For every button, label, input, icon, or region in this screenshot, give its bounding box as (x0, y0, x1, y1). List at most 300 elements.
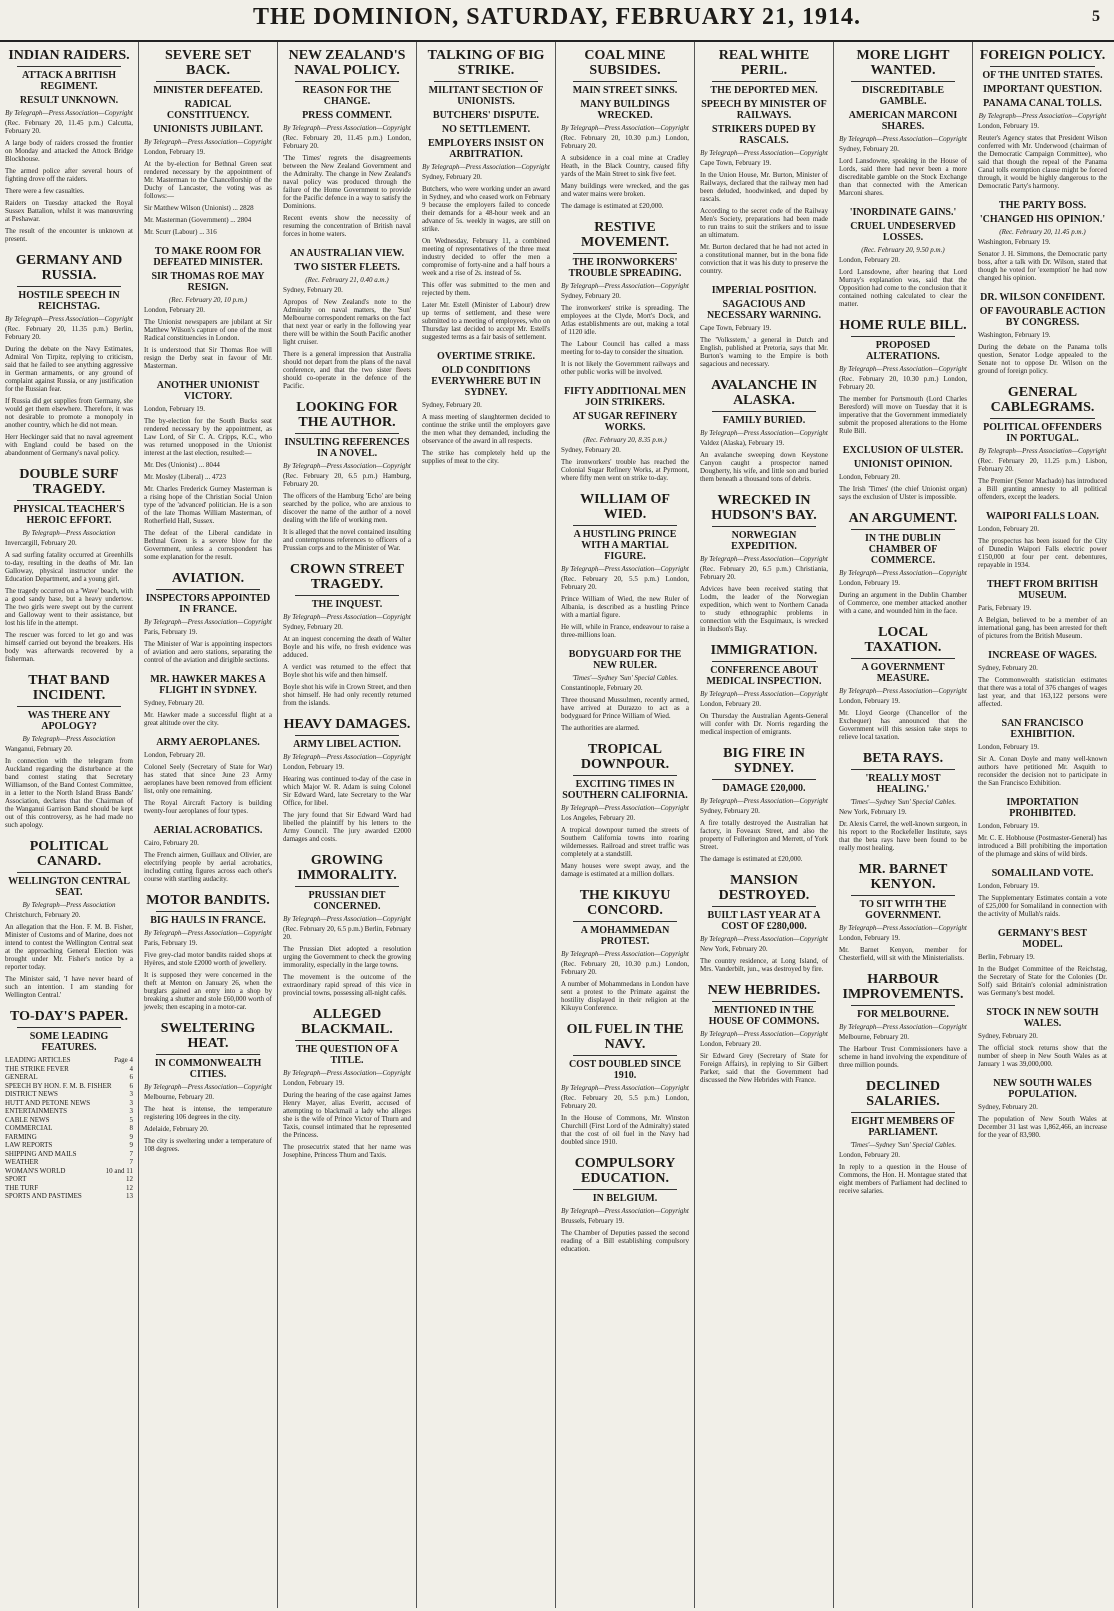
article (283, 400, 411, 552)
article-headline: IMMIGRATION. (710, 643, 818, 658)
article (144, 380, 272, 561)
article-paragraph: Sir Edward Grey (Secretary of State for Foreign Affairs), in replying to Sir Gilbert Parker, said that the Government had discussed the New Hebrides with France. (700, 1052, 828, 1084)
article-headline: BIG FIRE IN SYDNEY. (723, 746, 805, 776)
article-subheading: PROPOSED ALTERATIONS. (866, 340, 940, 362)
article-headline: TROPICAL DOWNPOUR. (580, 742, 670, 772)
article-subheading: PANAMA CANAL TOLLS. (983, 98, 1102, 109)
article-paragraph: Dr. Alexis Carrel, the well-known surgeon, in his report to the Rockefeller Institute, says that the beta rays have been found to be really most healing. (839, 820, 967, 852)
article-paragraph: Sydney, February 20. (283, 286, 343, 294)
article-subheading: PRUSSIAN DIET CONCERNED. (308, 890, 386, 912)
article-paragraph: Sir A. Conan Doyle and many well-known authors have petitioned Mr. Asquith to reconsider the decision not to participate in the San Francisco Exhibition. (978, 755, 1107, 787)
article-paragraph: Lord Lansdowne, speaking in the House of Lords, said there had never been a more discreditable gamble on the Stock Exchange than that connected with the American Marconi shares. (839, 157, 967, 197)
article (5, 467, 133, 663)
article-subheading: GERMANY'S BEST MODEL. (997, 928, 1088, 950)
article-paragraph: (Rec. February 20, 5.5 p.m.) London, February 20. (561, 575, 689, 591)
feature-page: Page 4 (114, 1056, 133, 1064)
article-paragraph: The Labour Council has called a mass meeting for to-day to consider the situation. (561, 340, 689, 356)
article-paragraph: The French airmen, Guillaux and Olivier, are electrifying people by aerial acrobatics, including cutting figures across each other's course with startling audacity. (144, 851, 272, 883)
article-byline: By Telegraph—Press Association—Copyright (700, 149, 828, 157)
divider-rule (712, 661, 816, 662)
newspaper-title: THE DOMINION, SATURDAY, FEBRUARY 21, 1914. (252, 4, 862, 30)
column-8 (973, 42, 1112, 1608)
article-paragraph: The damage is estimated at £20,000. (561, 202, 664, 210)
article (978, 579, 1107, 640)
article-subheading: MR. HAWKER MAKES A FLIGHT IN SYDNEY. (150, 674, 266, 696)
article-paragraph: Colonel Seely (Secretary of State for War) has stated that since June 23 Army aeroplanes have been removed from efficient list, only one remaining. (144, 763, 272, 795)
article-paragraph: London, February 19. (839, 934, 901, 942)
article-paragraph: If Russia did get supplies from Germany, she would get them elsewhere. Therefore, it was not desirable to promote a monopoly in another country, which he did not mean. (5, 397, 133, 429)
divider-rule (573, 81, 677, 82)
divider-rule (17, 500, 121, 501)
article-subheading: THE QUESTION OF A TITLE. (296, 1044, 398, 1066)
article-paragraph: Berlin, February 19. (978, 953, 1035, 961)
article-headline: WILLIAM OF WIED. (580, 492, 670, 522)
divider-rule (434, 81, 538, 82)
article-byline: By Telegraph—Press Association—Copyright (839, 924, 967, 932)
divider-rule (17, 872, 121, 873)
article-headline: SWELTERING HEAT. (160, 1021, 256, 1051)
divider-rule (712, 526, 816, 527)
article-paragraph: Cairo, February 20. (144, 839, 199, 847)
article-paragraph: Washington, February 19. (978, 238, 1051, 246)
feature-name: SPEECH BY HON. F. M. B. FISHER (5, 1081, 112, 1090)
divider-rule (851, 895, 955, 896)
article-headline: INDIAN RAIDERS. (8, 48, 130, 63)
feature-page: 9 (129, 1132, 133, 1141)
article-subheading: 'REALLY MOST HEALING.' (865, 773, 941, 795)
article-paragraph: The strike has completely held up the supplies of meat to the city. (422, 449, 550, 465)
article-paragraph: London, February 19. (978, 743, 1040, 751)
article (978, 385, 1107, 501)
article-paragraph: During the debate on the Navy Estimates, Admiral Von Tirpitz, replying to criticism, said that he failed to see anything aggressive in German armaments, or any ground of complaint against Russia, or any justification for the Russian fear. (5, 345, 133, 393)
column-7 (834, 42, 973, 1608)
column-6 (695, 42, 834, 1608)
article-subheading: POLITICAL OFFENDERS IN PORTUGAL. (983, 422, 1102, 444)
divider-rule (573, 921, 677, 922)
newspaper-columns (0, 42, 1114, 1608)
article-paragraph: At the by-election for Bethnal Green seat rendered necessary by the appointment of Mr. Masterman to the Chancellorship of the Duchy of Lancaster, the voting was as follows:— (144, 160, 272, 200)
divider-rule (17, 286, 121, 287)
feature-row (5, 1141, 133, 1150)
article-paragraph: New York, February 20. (700, 945, 768, 953)
article-byline: By Telegraph—Press Association—Copyright (5, 315, 133, 323)
feature-row (5, 1192, 133, 1201)
article-paragraph: A Belgian, believed to be a member of an international gang, has been arrested for theft of pictures from the British Museum. (978, 616, 1107, 640)
article (700, 378, 828, 483)
article-paragraph: Constantinople, February 20. (561, 684, 643, 692)
features-index (5, 1056, 133, 1201)
article-subheading: SAGACIOUS AND NECESSARY WARNING. (706, 299, 822, 321)
article-subheading: A HUSTLING PRINCE WITH A MARTIAL FIGURE. (573, 529, 677, 562)
article-paragraph: Paris, February 19. (144, 628, 198, 636)
article-paragraph: During the debate on the Panama tolls question, Senator Lodge appealed to the Senate not to oppose Dr. Wilson on the ground of foreign policy. (978, 343, 1107, 375)
article (839, 972, 967, 1069)
feature-name: WOMAN'S WORLD (5, 1166, 66, 1175)
article-paragraph: Los Angeles, February 20. (561, 814, 636, 822)
article-byline: (Rec. February 21, 0.40 a.m.) (305, 276, 389, 284)
article-byline: By Telegraph—Press Association—Copyright (561, 1084, 689, 1092)
feature-name: WEATHER (5, 1158, 39, 1166)
article-paragraph: The prosecutrix stated that her name was Josephine, Princess Thurn and Taxis. (283, 1143, 411, 1159)
article-subheading: BUILT LAST YEAR AT A COST OF £280,000. (707, 910, 821, 932)
article-headline: MR. BARNET KENYON. (858, 862, 948, 892)
article (144, 246, 272, 370)
article-paragraph: Advices have been received stating that Lodm, the leader of the Norwegian expedition, which went to Northern Canada to study ethnographic problems in connection with the Esquimaux, is wrecked in Hudson's Bay. (700, 585, 828, 633)
column-3 (278, 42, 417, 1608)
article-paragraph: London, February 20. (978, 525, 1040, 533)
article-paragraph: London, February 19. (839, 579, 901, 587)
article-subheading: MANY BUILDINGS WRECKED. (580, 99, 670, 121)
article-paragraph: Herr Heckinger said that no naval agreement with England could be based on the abandonment of Germany's naval policy. (5, 433, 133, 457)
article-paragraph: The member for Portsmouth (Lord Charles Beresford) will move on Tuesday that it is imperative that the Government immediately submit the proposed alterations to the Home Rule Bill. (839, 395, 967, 435)
article-subheading: FIFTY ADDITIONAL MEN JOIN STRIKERS. (564, 386, 686, 408)
article-paragraph: London, February 20. (144, 751, 206, 759)
article-headline: COMPULSORY EDUCATION. (574, 1156, 676, 1186)
article (839, 1079, 967, 1195)
article-headline: THAT BAND INCIDENT. (28, 673, 110, 703)
article (839, 751, 967, 852)
article-byline: By Telegraph—Press Association—Copyright (839, 569, 967, 577)
article-paragraph: Apropos of New Zealand's note to the Admiralty on naval matters, the 'Sun' Melbourne correspondent remarks on the fact that next year or early in the following year there will be within the South Pacific another light cruiser. (283, 298, 411, 346)
article-subheading: A GOVERNMENT MEASURE. (861, 662, 945, 684)
article-paragraph: Mr. Scurr (Labour) ... 316 (144, 228, 217, 236)
article-paragraph: Washington, February 19. (978, 331, 1051, 339)
article-subheading: SPEECH BY MINISTER OF RAILWAYS. (701, 99, 827, 121)
divider-rule (851, 529, 955, 530)
article-headline: NEW HEBRIDES. (707, 983, 821, 998)
article-subheading: DAMAGE £20,000. (722, 783, 806, 794)
article-headline: COAL MINE SUBSIDES. (584, 48, 666, 78)
article-headline: LOCAL TAXATION. (864, 625, 942, 655)
article-headline: HEAVY DAMAGES. (283, 717, 411, 732)
article (978, 292, 1107, 375)
article-paragraph: A number of Mohammedans in London have sent a protest to the Primate against the hostility displayed in their religion at the Kikuyu Conference. (561, 980, 689, 1012)
article-byline: (Rec. February 20, 11.45 p.m.) (999, 228, 1086, 236)
article-paragraph: Recent events show the necessity of resuming the concentration of British naval forces in home waters. (283, 214, 411, 238)
feature-row (5, 1099, 133, 1108)
article-subheading: A MOHAMMEDAN PROTEST. (580, 925, 670, 947)
article-byline: By Telegraph—Press Association (22, 735, 116, 743)
article (978, 928, 1107, 997)
article-subheading: MINISTER DEFEATED. (153, 85, 263, 96)
article (978, 718, 1107, 787)
article-paragraph: Hearing was continued to-day of the case in which Major W. R. Adam is suing Colonel Sir Edward Ward, late Secretary to the War Office, for libel. (283, 775, 411, 807)
article-byline: By Telegraph—Press Association—Copyright (144, 1083, 272, 1091)
article (422, 351, 550, 465)
article-subheading: CONFERENCE ABOUT MEDICAL INSPECTION. (706, 665, 822, 687)
feature-row (5, 1082, 133, 1091)
article (839, 862, 967, 962)
article-paragraph: Reuter's Agency states that President Wilson conferred with Mr. Underwood (chairman of the Democratic Campaign Committee), who said that though the repeal of the Panama Canal tolls exemption clause might be forced through, it would be highly dangerous to the Democratic Party's harmony. (978, 134, 1107, 190)
divider-rule (851, 1005, 955, 1006)
article-paragraph: (Rec. February 20, 6.5 p.m.) Christiania, February 20. (700, 565, 828, 581)
article-subheading: IMPORTANT QUESTION. (983, 84, 1102, 95)
feature-row (5, 1133, 133, 1142)
article-headline: TO-DAY'S PAPER. (10, 1009, 128, 1024)
article (144, 48, 272, 236)
article-paragraph: Mr. Charles Frederick Gurney Masterman is a rising hope of the Christian Social Union type of the 'advanced' politician. He is a son of the late Thomas William Masterman, of Rotherfield Hall, Sussex. (144, 485, 272, 525)
article-headline: OIL FUEL IN THE NAVY. (566, 1022, 684, 1052)
article-paragraph: On Thursday the Australian Agents-General will confer with Dr. Norris regarding the medical inspection of emigrants. (700, 712, 828, 736)
article-paragraph: Mr. Masterman (Government) ... 2804 (144, 216, 252, 224)
divider-rule (712, 779, 816, 780)
article-subheading: DR. WILSON CONFIDENT. (980, 292, 1105, 303)
article-paragraph: The heat is intense, the temperature registering 106 degrees in the city. (144, 1105, 272, 1121)
article (978, 868, 1107, 918)
article-paragraph: The ironworkers' trouble has reached the Colonial Sugar Refinery Works, at Pyrmont, where fifty men went on strike to-day. (561, 458, 689, 482)
article-paragraph: The Prussian Diet adopted a resolution urging the Government to check the growing immorality, especially in the large towns. (283, 945, 411, 969)
article (978, 1007, 1107, 1068)
article-paragraph: London, February 20. (700, 700, 762, 708)
article-paragraph: Many houses were swept away, and the damage is estimated at a million dollars. (561, 862, 689, 878)
article-subheading: OF THE UNITED STATES. (982, 70, 1103, 81)
article (422, 48, 550, 341)
article-paragraph: The Premier (Senor Machado) has introduced a Bill granting amnesty to all political offenders, except the leaders. (978, 477, 1107, 501)
divider-rule (851, 1112, 955, 1113)
article-subheading: ANOTHER UNIONIST VICTORY. (156, 380, 260, 402)
feature-page: 6 (129, 1081, 133, 1090)
article-paragraph: Senator J. H. Simmons, the Democratic party boss, after a talk with Dr. Wilson, stated that though he voted for 'exemption' he had now changed his opinion. (978, 250, 1107, 282)
article-subheading: OLD CONDITIONS EVERYWHERE BUT IN SYDNEY. (431, 365, 541, 398)
article-paragraph: (Rec. February 20, 6.5 p.m.) Berlin, February 20. (283, 925, 411, 941)
article-subheading: FAMILY BURIED. (722, 415, 806, 426)
article-byline: 'Times'—Sydney 'Sun' Special Cables. (850, 798, 956, 806)
article-paragraph: A subsidence in a coal mine at Cradley Heath, in the Black Country, caused fifty yards of the Main Street to sink five feet. (561, 154, 689, 178)
divider-rule (990, 66, 1095, 67)
article-paragraph: London, February 19. (144, 148, 206, 156)
article-paragraph: Prince William of Wied, the new Ruler of Albania, is described as a hustling Prince with a martial figure. (561, 595, 689, 619)
article-subheading: AMERICAN MARCONI SHARES. (848, 110, 958, 132)
article-paragraph: The rescuer was forced to let go and was himself carried out beyond the breakers. His body was afterwards recovered by a fisherman. (5, 631, 133, 663)
article-paragraph: A mass meeting of slaughtermen decided to continue the strike until the employers gave the men what they demanded, including the observance of the award in all respects. (422, 413, 550, 445)
feature-row (5, 1184, 133, 1193)
article-paragraph: London, February 20. (700, 1040, 762, 1048)
article-paragraph: The population of New South Wales at December 31 last was 1,862,466, an increase for the year of 83,980. (978, 1115, 1107, 1139)
divider-rule (295, 433, 399, 434)
article-subheading: EMPLOYERS INSIST ON ARBITRATION. (428, 138, 544, 160)
article-paragraph: Mr. Hawker made a successful flight at a great altitude over the city. (144, 711, 272, 727)
article-paragraph: London, February 19. (978, 882, 1040, 890)
article (839, 48, 967, 197)
article-subheading: OF FAVOURABLE ACTION BY CONGRESS. (979, 306, 1106, 328)
article-headline: THE KIKUYU CONCORD. (579, 888, 671, 918)
article (700, 493, 828, 633)
article-paragraph: Mr. C. E. Hobhouse (Postmaster-General) has introduced a Bill prohibiting the importation of the plumage and skins of wild birds. (978, 834, 1107, 858)
article (561, 220, 689, 376)
article (700, 643, 828, 736)
article-subheading: EXCITING TIMES IN SOUTHERN CALIFORNIA. (562, 779, 688, 801)
article-paragraph: London, February 19. (283, 763, 345, 771)
article (283, 248, 411, 390)
article-subheading: 'INORDINATE GAINS.' (849, 207, 957, 218)
article-paragraph: According to the secret code of the Railway Men's Society, preparations had been made to run trains to suit the strikers and to issue an ultimatum. (700, 207, 828, 239)
article (700, 983, 828, 1084)
article-paragraph: Valdez (Alaska), February 19. (700, 439, 785, 447)
article (283, 853, 411, 997)
article-byline: By Telegraph—Press Association—Copyright (561, 804, 689, 812)
divider-rule (573, 1055, 677, 1056)
article-subheading: NO SETTLEMENT. (441, 124, 531, 135)
feature-row (5, 1073, 133, 1082)
article (561, 649, 689, 732)
feature-page: 12 (126, 1175, 133, 1183)
article (144, 1021, 272, 1153)
article-headline: DOUBLE SURF TRAGEDY. (19, 467, 119, 497)
article-byline: (Rec. February 20, 8.35 p.m.) (583, 436, 667, 444)
article-subheading: THE PARTY BOSS. (998, 200, 1087, 211)
article-paragraph: It is understood that Sir Thomas Roe will resign the Derby seat in favour of Mr. Masterman. (144, 346, 272, 370)
article-subheading: ATTACK A BRITISH REGIMENT. (21, 70, 117, 92)
article-paragraph: Sydney, February 20. (561, 446, 621, 454)
article-paragraph: A sad surfing fatality occurred at Greenhills to-day, resulting in the deaths of Mr. Ian Galloway, physical instructor under the Education Department, and a young girl. (5, 551, 133, 583)
article-byline: By Telegraph—Press Association—Copyright (700, 935, 828, 943)
article-subheading: HOSTILE SPEECH IN REICHSTAG. (18, 290, 120, 312)
article-byline: By Telegraph—Press Association—Copyright (839, 135, 967, 143)
article-subheading: INSPECTORS APPOINTED IN FRANCE. (145, 593, 271, 615)
article-paragraph: Mr. Mosley (Liberal) ... 4723 (144, 473, 227, 481)
article-paragraph: The Supplementary Estimates contain a vote of £25,000 for Somaliland in connection with the activity of Mullah's raids. (978, 894, 1107, 918)
article-headline: CROWN STREET TRAGEDY. (290, 562, 404, 592)
article-paragraph: Sydney, February 20. (144, 699, 204, 707)
article (700, 48, 828, 275)
feature-page: 3 (129, 1107, 133, 1115)
article (839, 318, 967, 435)
article-paragraph: 'The Times' regrets the disagreements between the New Zealand Government and the Admiralty. The change in New Zealand's naval policy was produced through the failure of the Home Government to provide for the Pacific defence in a way to satisfy the Dominions. (283, 154, 411, 210)
divider-rule (156, 589, 260, 590)
divider-rule (156, 81, 260, 82)
article-paragraph: Later Mr. Estell (Minister of Labour) drew up terms of settlement, and these were submitted to a meeting of employees, who on Thursday last decided to accept Mr. Estell's suggested terms as a fair basis of settlement. (422, 301, 550, 341)
article-paragraph: The Minister said, 'I have never heard of such an intention. I am standing for Wellington Central.' (5, 975, 133, 999)
article-subheading: TWO SISTER FLEETS. (294, 262, 400, 273)
article-headline: HARBOUR IMPROVEMENTS. (842, 972, 964, 1002)
article-byline: By Telegraph—Press Association—Copyright (283, 915, 411, 923)
article-subheading: PHYSICAL TEACHER'S HEROIC EFFORT. (13, 504, 125, 526)
article-byline: By Telegraph—Press Association—Copyright (144, 618, 272, 626)
divider-rule (712, 81, 816, 82)
feature-name: ENTERTAINMENTS (5, 1107, 68, 1115)
article (144, 571, 272, 664)
feature-page: 3 (129, 1098, 133, 1107)
article-subheading: TO MAKE ROOM FOR DEFEATED MINISTER. (153, 246, 263, 268)
feature-page: 3 (129, 1090, 133, 1098)
article-subheading: 'CHANGED HIS OPINION.' (979, 214, 1106, 225)
article-headline: MORE LIGHT WANTED. (856, 48, 950, 78)
article (839, 445, 967, 501)
article-subheading: BODYGUARD FOR THE NEW RULER. (568, 649, 682, 671)
article (144, 893, 272, 1011)
article-paragraph: The city is sweltering under a temperature of 108 degrees. (144, 1137, 272, 1153)
article-paragraph: Boyle shot his wife in Crown Street, and then shot himself. He had only recently returned from the islands. (283, 683, 411, 707)
feature-page: 10 and 11 (105, 1166, 133, 1175)
feature-page: 9 (129, 1141, 133, 1149)
feature-page: 4 (129, 1064, 133, 1073)
article-subheading: RADICAL CONSTITUENCY. (166, 99, 250, 121)
article-headline: HOME RULE BILL. (839, 318, 967, 333)
article (144, 825, 272, 883)
article-paragraph: London, February 19. (978, 122, 1040, 130)
article-paragraph: In connection with the telegram from Auckland regarding the disturbance at the band contest stating that Secretary Williamson, of the Band Contest Committee, in a letter to the North Island Brass Bands' Association, declares that the Chairman of the Wanganui Garrison Band should be kept out of this controversy, as he had made no such apology. (5, 757, 133, 829)
feature-row (5, 1107, 133, 1116)
article-paragraph: The 'Volksstem,' a general in Dutch and English, published at Pretoria, says that Mr. Burton's warning to the Empire is both sagacious and necessary. (700, 336, 828, 368)
column-1 (0, 42, 139, 1608)
article-byline: By Telegraph—Press Association—Copyright (561, 124, 689, 132)
article-paragraph: Paris, February 19. (144, 939, 198, 947)
article-subheading: AERIAL ACROBATICS. (153, 825, 263, 836)
article-paragraph: The movement is the outcome of the extraordinary rapid spread of this vice in provincial towns, possessing all-night cafés. (283, 973, 411, 997)
article-paragraph: The prospectus has been issued for the City of Dunedin Waipori Falls electric power £150,000 at four per cent. debentures, repayable in 1934. (978, 537, 1107, 569)
divider-rule (295, 81, 399, 82)
article-paragraph: Sydney, February 20. (978, 1032, 1038, 1040)
feature-name: LAW REPORTS (5, 1141, 53, 1149)
article-paragraph: A fire totally destroyed the Australian hat factory, in Foveaux Street, and also the property of Fullerington and Merrett, of York Street. (700, 819, 828, 851)
article-paragraph: A verdict was returned to the effect that Boyle shot his wife and then himself. (283, 663, 411, 679)
article (561, 48, 689, 210)
divider-rule (851, 81, 955, 82)
feature-name: GENERAL (5, 1073, 38, 1081)
article-paragraph: (Rec. February 20, 10.30 p.m.) London, February 20. (839, 375, 967, 391)
article-subheading: SIR THOMAS ROE MAY RESIGN. (151, 271, 265, 293)
article-paragraph: It is alleged that the novel contained insulting and contemptuous references to officers of a Prussian corps and to the Minister of War. (283, 528, 411, 552)
article-paragraph: Christchurch, February 20. (5, 911, 81, 919)
article-paragraph: London, February 20. (839, 473, 901, 481)
article-paragraph: Cape Town, February 19. (700, 324, 772, 332)
article-subheading: UNIONISTS JUBILANT. (153, 124, 263, 135)
feature-name: THE TURF (5, 1183, 39, 1192)
article-subheading: ARMY AEROPLANES. (156, 737, 260, 748)
article-subheading: REASON FOR THE CHANGE. (302, 85, 392, 107)
article-byline: By Telegraph—Press Association—Copyright (561, 950, 689, 958)
article-byline: By Telegraph—Press Association—Copyright (5, 109, 133, 117)
article-subheading: BIG HAULS IN FRANCE. (150, 915, 266, 926)
article-subheading: BUTCHERS' DISPUTE. (432, 110, 540, 121)
feature-name: SPORTS AND PASTIMES (5, 1192, 82, 1200)
divider-rule (17, 706, 121, 707)
article (839, 207, 967, 308)
article (5, 673, 133, 829)
article-paragraph: There were a few casualties. (5, 187, 85, 195)
article-headline: ALLEGED BLACKMAIL. (301, 1007, 393, 1037)
article-headline: AN ARGUMENT. (848, 511, 958, 526)
feature-row (5, 1175, 133, 1184)
article-subheading: INSULTING REFERENCES IN A NOVEL. (284, 437, 410, 459)
article-subheading: NEW SOUTH WALES POPULATION. (993, 1078, 1092, 1100)
article-paragraph: Sydney, February 20. (561, 292, 621, 300)
article-byline: By Telegraph—Press Association—Copyright (283, 124, 411, 132)
article-subheading: CRUEL UNDESERVED LOSSES. (850, 221, 956, 243)
article-paragraph: In reply to a question in the House of Commons, the Hon. H. Montague stated that eight members of Parliament had declined to receive salaries. (839, 1163, 967, 1195)
article-headline: AVIATION. (171, 571, 245, 586)
article-subheading: IMPERIAL POSITION. (711, 285, 817, 296)
article-paragraph: Invercargill, February 20. (5, 539, 77, 547)
article-subheading: INCREASE OF WAGES. (988, 650, 1097, 661)
article-subheading: WAS THERE ANY APOLOGY? (27, 710, 111, 732)
article-byline: By Telegraph—Press Association—Copyright (561, 1207, 689, 1215)
article-subheading: AT SUGAR REFINERY WORKS. (572, 411, 678, 433)
divider-rule (156, 911, 260, 912)
divider-rule (156, 1054, 260, 1055)
article (561, 1156, 689, 1253)
article-paragraph: (Rec. February 20, 11.45 p.m.) Calcutta, February 20. (5, 119, 133, 135)
article-subheading: AN AUSTRALIAN VIEW. (289, 248, 405, 259)
article-headline: SEVERE SET BACK. (165, 48, 251, 78)
article-paragraph: The tragedy occurred on a 'Wave' beach, with a good sandy base, but a heavy undertow. The two girls were swept out by the current and Galloway went to their assistance, but lost his life in the attempt. (5, 587, 133, 627)
article-byline: By Telegraph—Press Association—Copyright (978, 112, 1107, 120)
article-paragraph: It is not likely the Government railways and other public works will be involved. (561, 360, 689, 376)
article (978, 797, 1107, 858)
article-headline: GROWING IMMORALITY. (297, 853, 397, 883)
article-byline: By Telegraph—Press Association—Copyright (839, 687, 967, 695)
article (978, 1078, 1107, 1139)
